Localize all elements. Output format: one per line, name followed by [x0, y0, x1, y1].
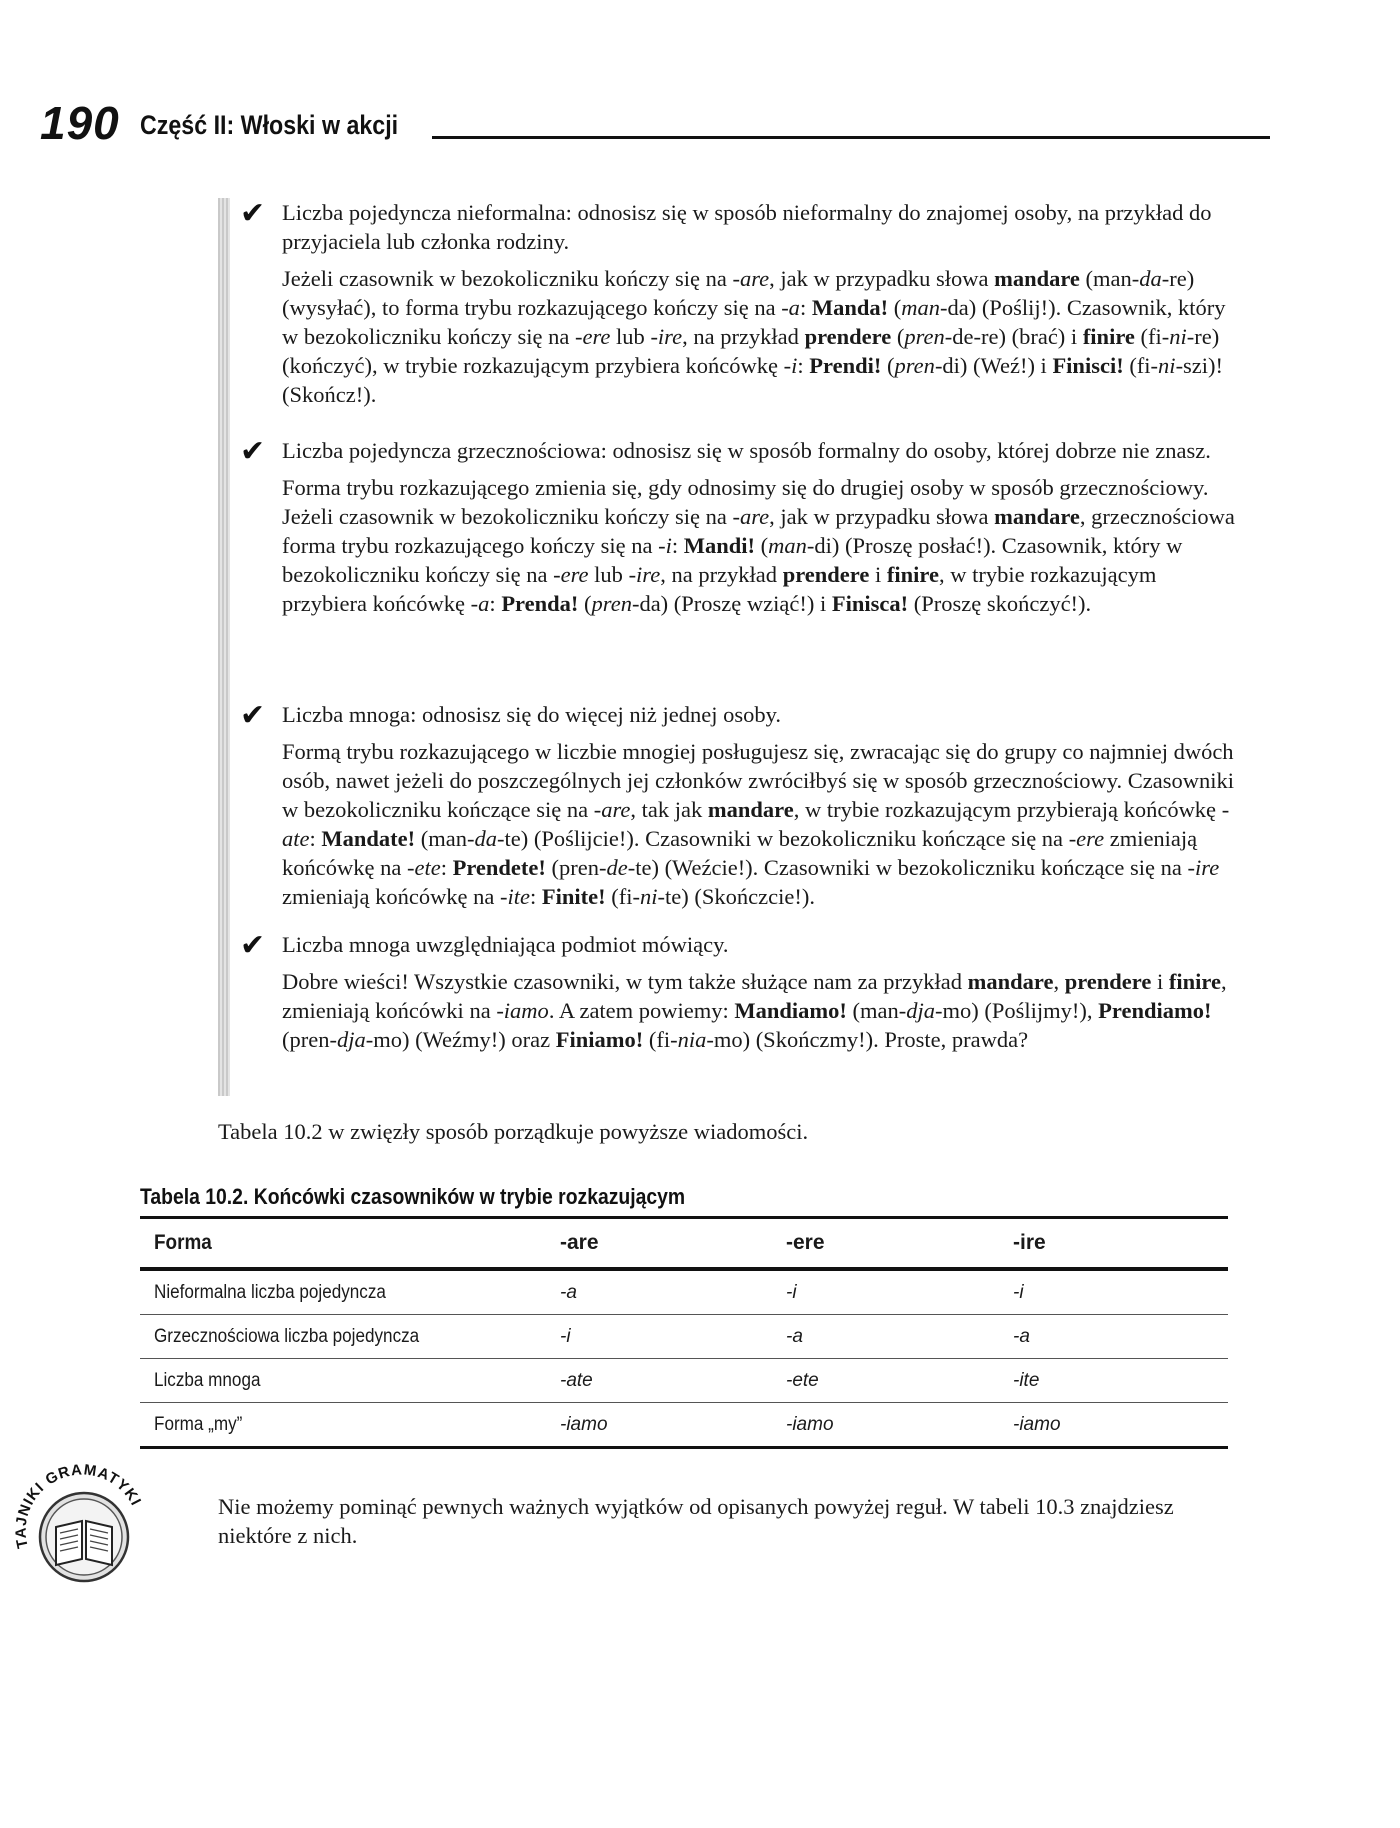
text-run: , jak w przypadku słowa [769, 266, 995, 291]
text-run: : [530, 884, 542, 909]
text-run: (man- [415, 826, 475, 851]
text-run: Finisci! [1052, 353, 1124, 378]
text-run: finire [886, 562, 939, 587]
table-cell: -i [560, 1326, 571, 1347]
text-run: mandare [967, 969, 1054, 994]
text-run: Mandiamo! [734, 998, 847, 1023]
text-run: Prendiamo! [1098, 998, 1212, 1023]
text-run: ( [578, 591, 592, 616]
text-run: finire [1082, 324, 1135, 349]
table-cell: -a [1013, 1326, 1030, 1347]
text-run: : [797, 353, 810, 378]
text-run: (pren- [545, 855, 607, 880]
checkmark-icon: ✔ [240, 434, 266, 469]
book-icon [12, 1455, 152, 1595]
text-run: ( [888, 295, 902, 320]
bullet-lead: Liczba mnoga uwzględniająca podmiot mówiący. [282, 932, 729, 957]
checkmark-icon: ✔ [240, 928, 266, 963]
text-run: : [489, 591, 502, 616]
text-run: -szi)! (Skończ!). [282, 353, 1224, 407]
text-run: , grzecznościowa forma trybu rozkazującego kończy się na [282, 504, 1235, 558]
bullet-lead: Liczba mnoga: odnosisz się do więcej niż jednej osoby. [282, 702, 782, 727]
text-run: -mo) (Weźmy!) oraz [365, 1027, 556, 1052]
table-cell: -a [560, 1282, 577, 1303]
table-row [140, 1403, 1228, 1449]
text-run: -te) (Poślijcie!). Czasowniki w bezokoliczniku kończące się na [497, 826, 1069, 851]
text-run: . A zatem powiemy: [548, 998, 735, 1023]
text-run: -da) (Proszę wziąć!) i [631, 591, 832, 616]
text-run: -a [781, 295, 800, 320]
text-run: : [440, 855, 453, 880]
text-run: da [474, 826, 497, 851]
icon-label: TAJNIKI GRAMATYKI [12, 1461, 145, 1550]
bullet-body [282, 264, 1242, 409]
text-run: pren [591, 591, 632, 616]
text-run: de [606, 855, 628, 880]
text-run: (Proszę skończyć!). [908, 591, 1092, 616]
text-run: (fi- [605, 884, 641, 909]
bullet-body [282, 967, 1242, 1054]
text-run: -i [783, 353, 798, 378]
header-cell: -ere [786, 1231, 825, 1254]
header-cell: Forma [154, 1231, 212, 1254]
bullet-lead: Liczba pojedyncza nieformalna: odnosisz się w sposób nieformalny do znajomej osoby, na przykład do przyjaciela lub członka rodziny. [282, 200, 1212, 254]
text-run: (fi- [643, 1027, 678, 1052]
table-row [140, 1315, 1228, 1359]
text-run: mandare [707, 797, 794, 822]
text-run: (fi- [1123, 353, 1159, 378]
table-cell: -a [786, 1326, 803, 1347]
table-cell: Forma „my” [154, 1414, 243, 1435]
text-run: dja [906, 998, 936, 1023]
side-bar [218, 198, 230, 1096]
bullet-body [282, 473, 1242, 618]
text-run: prendere [804, 324, 892, 349]
table-cell: -ate [560, 1370, 593, 1391]
text-run: ni [1169, 324, 1187, 349]
text-run: mandare [994, 504, 1080, 529]
table-cell: -iamo [560, 1414, 608, 1435]
table-caption: Tabela 10.2. Końcówki czasowników w trybie rozkazującym [140, 1184, 686, 1209]
bullet-lead: Liczba pojedyncza grzecznościowa: odnosisz się w sposób formalny do osoby, której dobrze nie znasz. [282, 438, 1211, 463]
text-run: -ete [406, 855, 441, 880]
text-run: -are [732, 266, 770, 291]
text-run: lub [588, 562, 629, 587]
text-run: Manda! [811, 295, 889, 320]
text-run: -ere [1068, 826, 1105, 851]
text-run: , w trybie rozkazującym przybiera końcówkę [282, 562, 1157, 616]
text-run: -ire [1187, 855, 1220, 880]
text-run: i [1151, 969, 1169, 994]
text-run: -di) (Proszę posłać!). Czasownik, który w bezokoliczniku kończy się na [282, 533, 1183, 587]
text-run: , jak w przypadku słowa [769, 504, 995, 529]
text-run: man [768, 533, 807, 558]
text-run: ( [755, 533, 769, 558]
table-cell: Liczba mnoga [154, 1370, 261, 1391]
text-run: Prendi! [809, 353, 882, 378]
text-run: -de-re) (brać) i [944, 324, 1083, 349]
header-cell: -ire [1013, 1231, 1046, 1254]
text-run: lub [610, 324, 651, 349]
intro-text: Tabela 10.2 w zwięzły sposób porządkuje powyższe wiadomości. [218, 1119, 809, 1144]
table-header-row [140, 1216, 1228, 1271]
text-run: ( [881, 353, 895, 378]
table-cell: -iamo [1013, 1414, 1061, 1435]
table-row [140, 1271, 1228, 1315]
text-run: : [799, 295, 812, 320]
text-run: -ere [575, 324, 611, 349]
text-run: -ire [650, 324, 683, 349]
text-run: prendere [782, 562, 870, 587]
text-run: Finite! [541, 884, 606, 909]
text-run: -te) (Weźcie!). Czasowniki w bezokoliczniku kończące się na [627, 855, 1188, 880]
text-run: nia [677, 1027, 707, 1052]
header-cell: -are [560, 1231, 599, 1254]
text-run: Forma trybu rozkazującego zmienia się, gdy odnosimy się do drugiej osoby w sposób grzecznościowy. Jeżeli czasownik w bezokoliczniku kończy się na [282, 475, 1209, 529]
text-run: ni [1158, 353, 1176, 378]
header-rule [432, 136, 1270, 139]
text-run: -are [593, 797, 631, 822]
text-run: -a [470, 591, 490, 616]
bullet-list [218, 196, 1235, 1096]
text-run: -re) (kończyć), w trybie rozkazującym przybiera końcówkę [282, 324, 1220, 378]
text-run: prendere [1064, 969, 1152, 994]
text-run: Prendete! [452, 855, 546, 880]
text-run: Prenda! [501, 591, 579, 616]
text-run: -mo) (Skończmy!). Proste, prawda? [706, 1027, 1029, 1052]
text-run: -re) (wysyłać), to forma trybu rozkazującego kończy się na [282, 266, 1195, 320]
text-run: -i [658, 533, 672, 558]
text-run: , na przykład [682, 324, 805, 349]
text-run: -are [732, 504, 770, 529]
part-title: Część II: Włoski w akcji [140, 110, 399, 140]
text-run: (man- [1079, 266, 1140, 291]
text-run: zmieniają końcówkę na [282, 884, 501, 909]
checkmark-icon: ✔ [240, 196, 266, 231]
table-row [140, 1359, 1228, 1403]
text-run: zmieniają końcówkę na [282, 826, 1198, 880]
table-cell: Grzecznościowa liczba pojedyncza [154, 1326, 420, 1347]
text-run: ni [640, 884, 658, 909]
text-run: pren [894, 353, 935, 378]
text-run: mandare [994, 266, 1080, 291]
table-cell: -ite [1013, 1370, 1040, 1391]
text-run: -te) (Skończcie!). [657, 884, 815, 909]
table-cell: -iamo [786, 1414, 834, 1435]
text-run: man [901, 295, 940, 320]
text-run: dja [336, 1027, 366, 1052]
table-cell: -i [1013, 1282, 1024, 1303]
text-run: , w trybie rozkazującym przybierają końcówkę [793, 797, 1222, 822]
text-run: , [1053, 969, 1065, 994]
text-run: Mandi! [683, 533, 755, 558]
text-run: finire [1168, 969, 1221, 994]
text-run: ( [891, 324, 905, 349]
text-run: , na przykład [660, 562, 783, 587]
text-run: : [309, 826, 322, 851]
text-run: (fi- [1134, 324, 1170, 349]
page-number: 190 [40, 97, 120, 149]
text-run: i [869, 562, 887, 587]
page-header [40, 97, 1230, 150]
text-run: -iamo [496, 998, 549, 1023]
text-run: Jeżeli czasownik w bezokoliczniku kończy się na [282, 266, 733, 291]
endings-table [140, 1216, 1228, 1449]
text-run: (pren- [282, 1027, 337, 1052]
bullet-text [282, 198, 1242, 417]
text-run: -ate [282, 797, 1230, 851]
text-run: pren [904, 324, 945, 349]
bullet-text [282, 700, 1242, 919]
text-run: : [671, 533, 684, 558]
text-run: -ite [500, 884, 531, 909]
text-run: -mo) (Poślijmy!), [935, 998, 1099, 1023]
bullet-text [282, 436, 1242, 626]
text-run: (man- [846, 998, 907, 1023]
bullet-body [282, 737, 1242, 911]
text-run: da [1139, 266, 1162, 291]
table-cell: -ete [786, 1370, 819, 1391]
text-run: -ire [628, 562, 661, 587]
text-run: Formą trybu rozkazującego w liczbie mnogiej posługujesz się, zwracając się do grupy co najmniej dwóch osób, nawet jeżeli do poszczególnych jej członków zwróciłbyś się w sposób grzecznościowy. Czasowniki w bezokoliczniku kończące się na [282, 739, 1235, 822]
bullet-text [282, 930, 1242, 1062]
table-cell: Nieformalna liczba pojedyncza [154, 1282, 386, 1303]
text-run: -di) (Weź!) i [934, 353, 1053, 378]
table-cell: -i [786, 1282, 797, 1303]
text-run: -ere [553, 562, 589, 587]
text-run: Dobre wieści! Wszystkie czasowniki, w tym także służące nam za przykład [282, 969, 968, 994]
outro-text: Nie możemy pominąć pewnych ważnych wyjątków od opisanych powyżej reguł. W tabeli 10.3 znajdziesz niektóre z nich. [218, 1494, 1174, 1548]
text-run: , tak jak [630, 797, 708, 822]
text-run: Finisca! [831, 591, 909, 616]
text-run: , zmieniają końcówki na [282, 969, 1227, 1023]
checkmark-icon: ✔ [240, 698, 266, 733]
text-run: -da) (Poślij!). Czasownik, który w bezokoliczniku kończy się na [282, 295, 1226, 349]
text-run: Mandate! [321, 826, 416, 851]
text-run: Finiamo! [555, 1027, 644, 1052]
